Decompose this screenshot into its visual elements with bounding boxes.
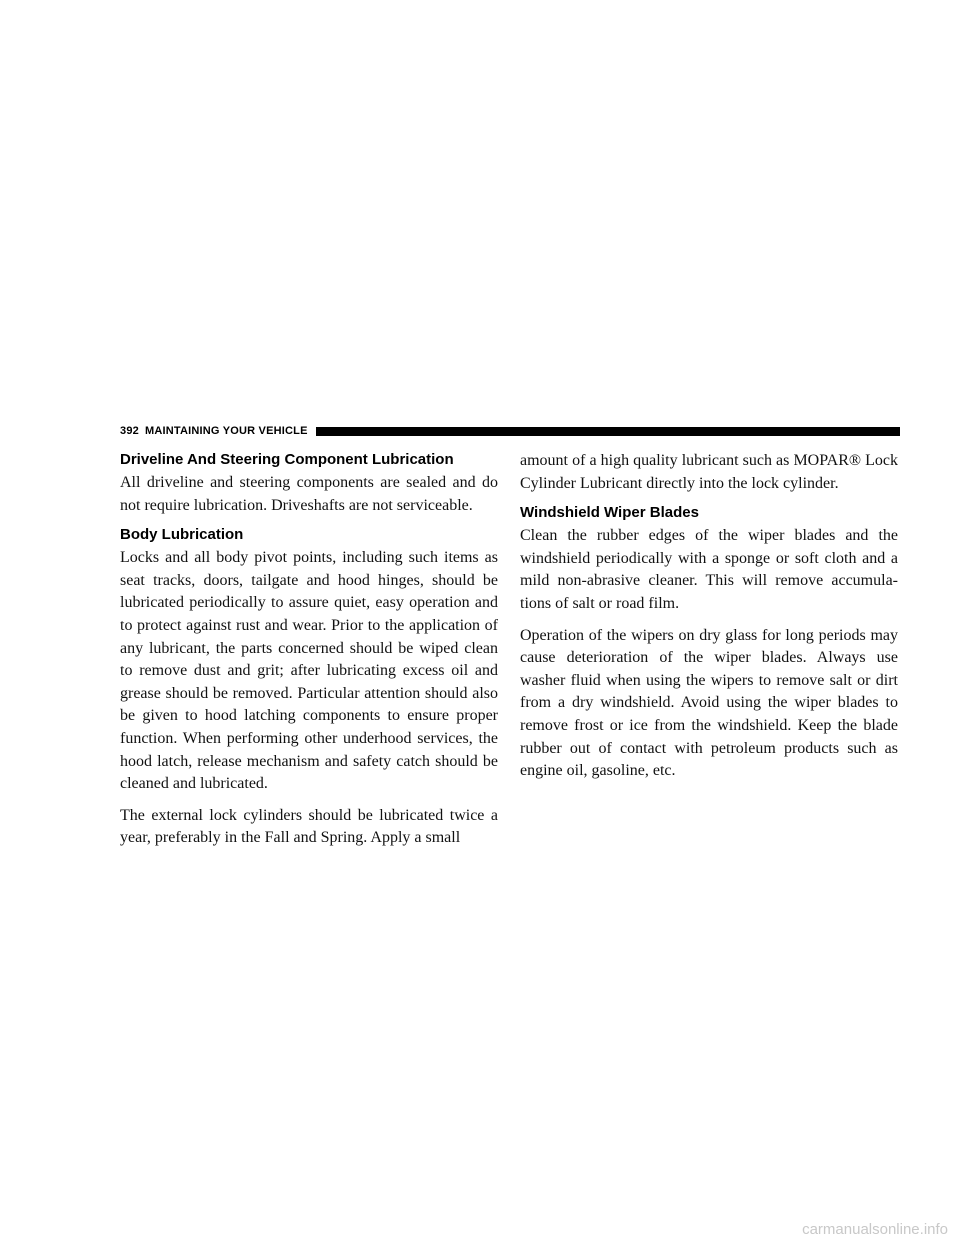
paragraph-wiper-operation: Operation of the wipers on dry glass for long periods may cause deterioration of the wiper blades. Always use washer fluid when using the wipers to remove salt or dirt from a dry windshield. Avoid using the wiper blades to remove frost or ice from the windshield. Keep the blade rubber out of contact with petroleum products such as engine oil, gasoline, etc. — [520, 626, 898, 780]
paragraph-body-lubrication: Locks and all body pivot points, including such items as seat tracks, doors, tailgate and hood hinges, should be lubricated periodically to assure quiet, easy operation and to protect against rust and wear. Prior to the application of any lubricant, the parts concerned should be wiped clean to remove dust and grit; after lubricating excess oil and grease should be removed. Particular attention should also be given to hood latching components to ensure proper function. When performing other underhood services, the hood latch, release mechanism and safety catch should be cleaned and lubricated. — [120, 549, 498, 793]
heading-driveline-lubrication: Driveline And Steering Component Lubrication — [120, 451, 454, 468]
section-title: MAINTAINING YOUR VEHICLE — [144, 425, 308, 437]
heading-body-lubrication: Body Lubrication — [120, 526, 244, 544]
watermark-text: carmanualsonline.info — [802, 1221, 948, 1238]
page-number: 392 — [120, 425, 139, 437]
left-column — [120, 450, 498, 859]
heading-wiper-blades: Windshield Wiper Blades — [520, 504, 699, 522]
header-rule — [316, 427, 900, 436]
page-header — [120, 422, 900, 440]
paragraph-wiper-cleaning: Clean the rubber edges of the wiper blades and the windshield periodically with a sponge or soft cloth and a mild non-abrasive cleaner. This will remove accumulations of salt or road film. — [520, 527, 898, 612]
right-column — [520, 450, 898, 792]
paragraph-driveline: All driveline and steering components are sealed and do not require lubrication. Driveshafts are not serviceable. — [120, 474, 498, 514]
paragraph-lock-cylinders: The external lock cylinders should be lubricated twice a year, preferably in the Fall and Spring. Apply a small — [120, 806, 498, 847]
paragraph-lock-cylinders-continued: amount of a high quality lubricant such as MOPAR® Lock Cylinder Lubricant directly into the lock cylinder. — [520, 452, 898, 492]
